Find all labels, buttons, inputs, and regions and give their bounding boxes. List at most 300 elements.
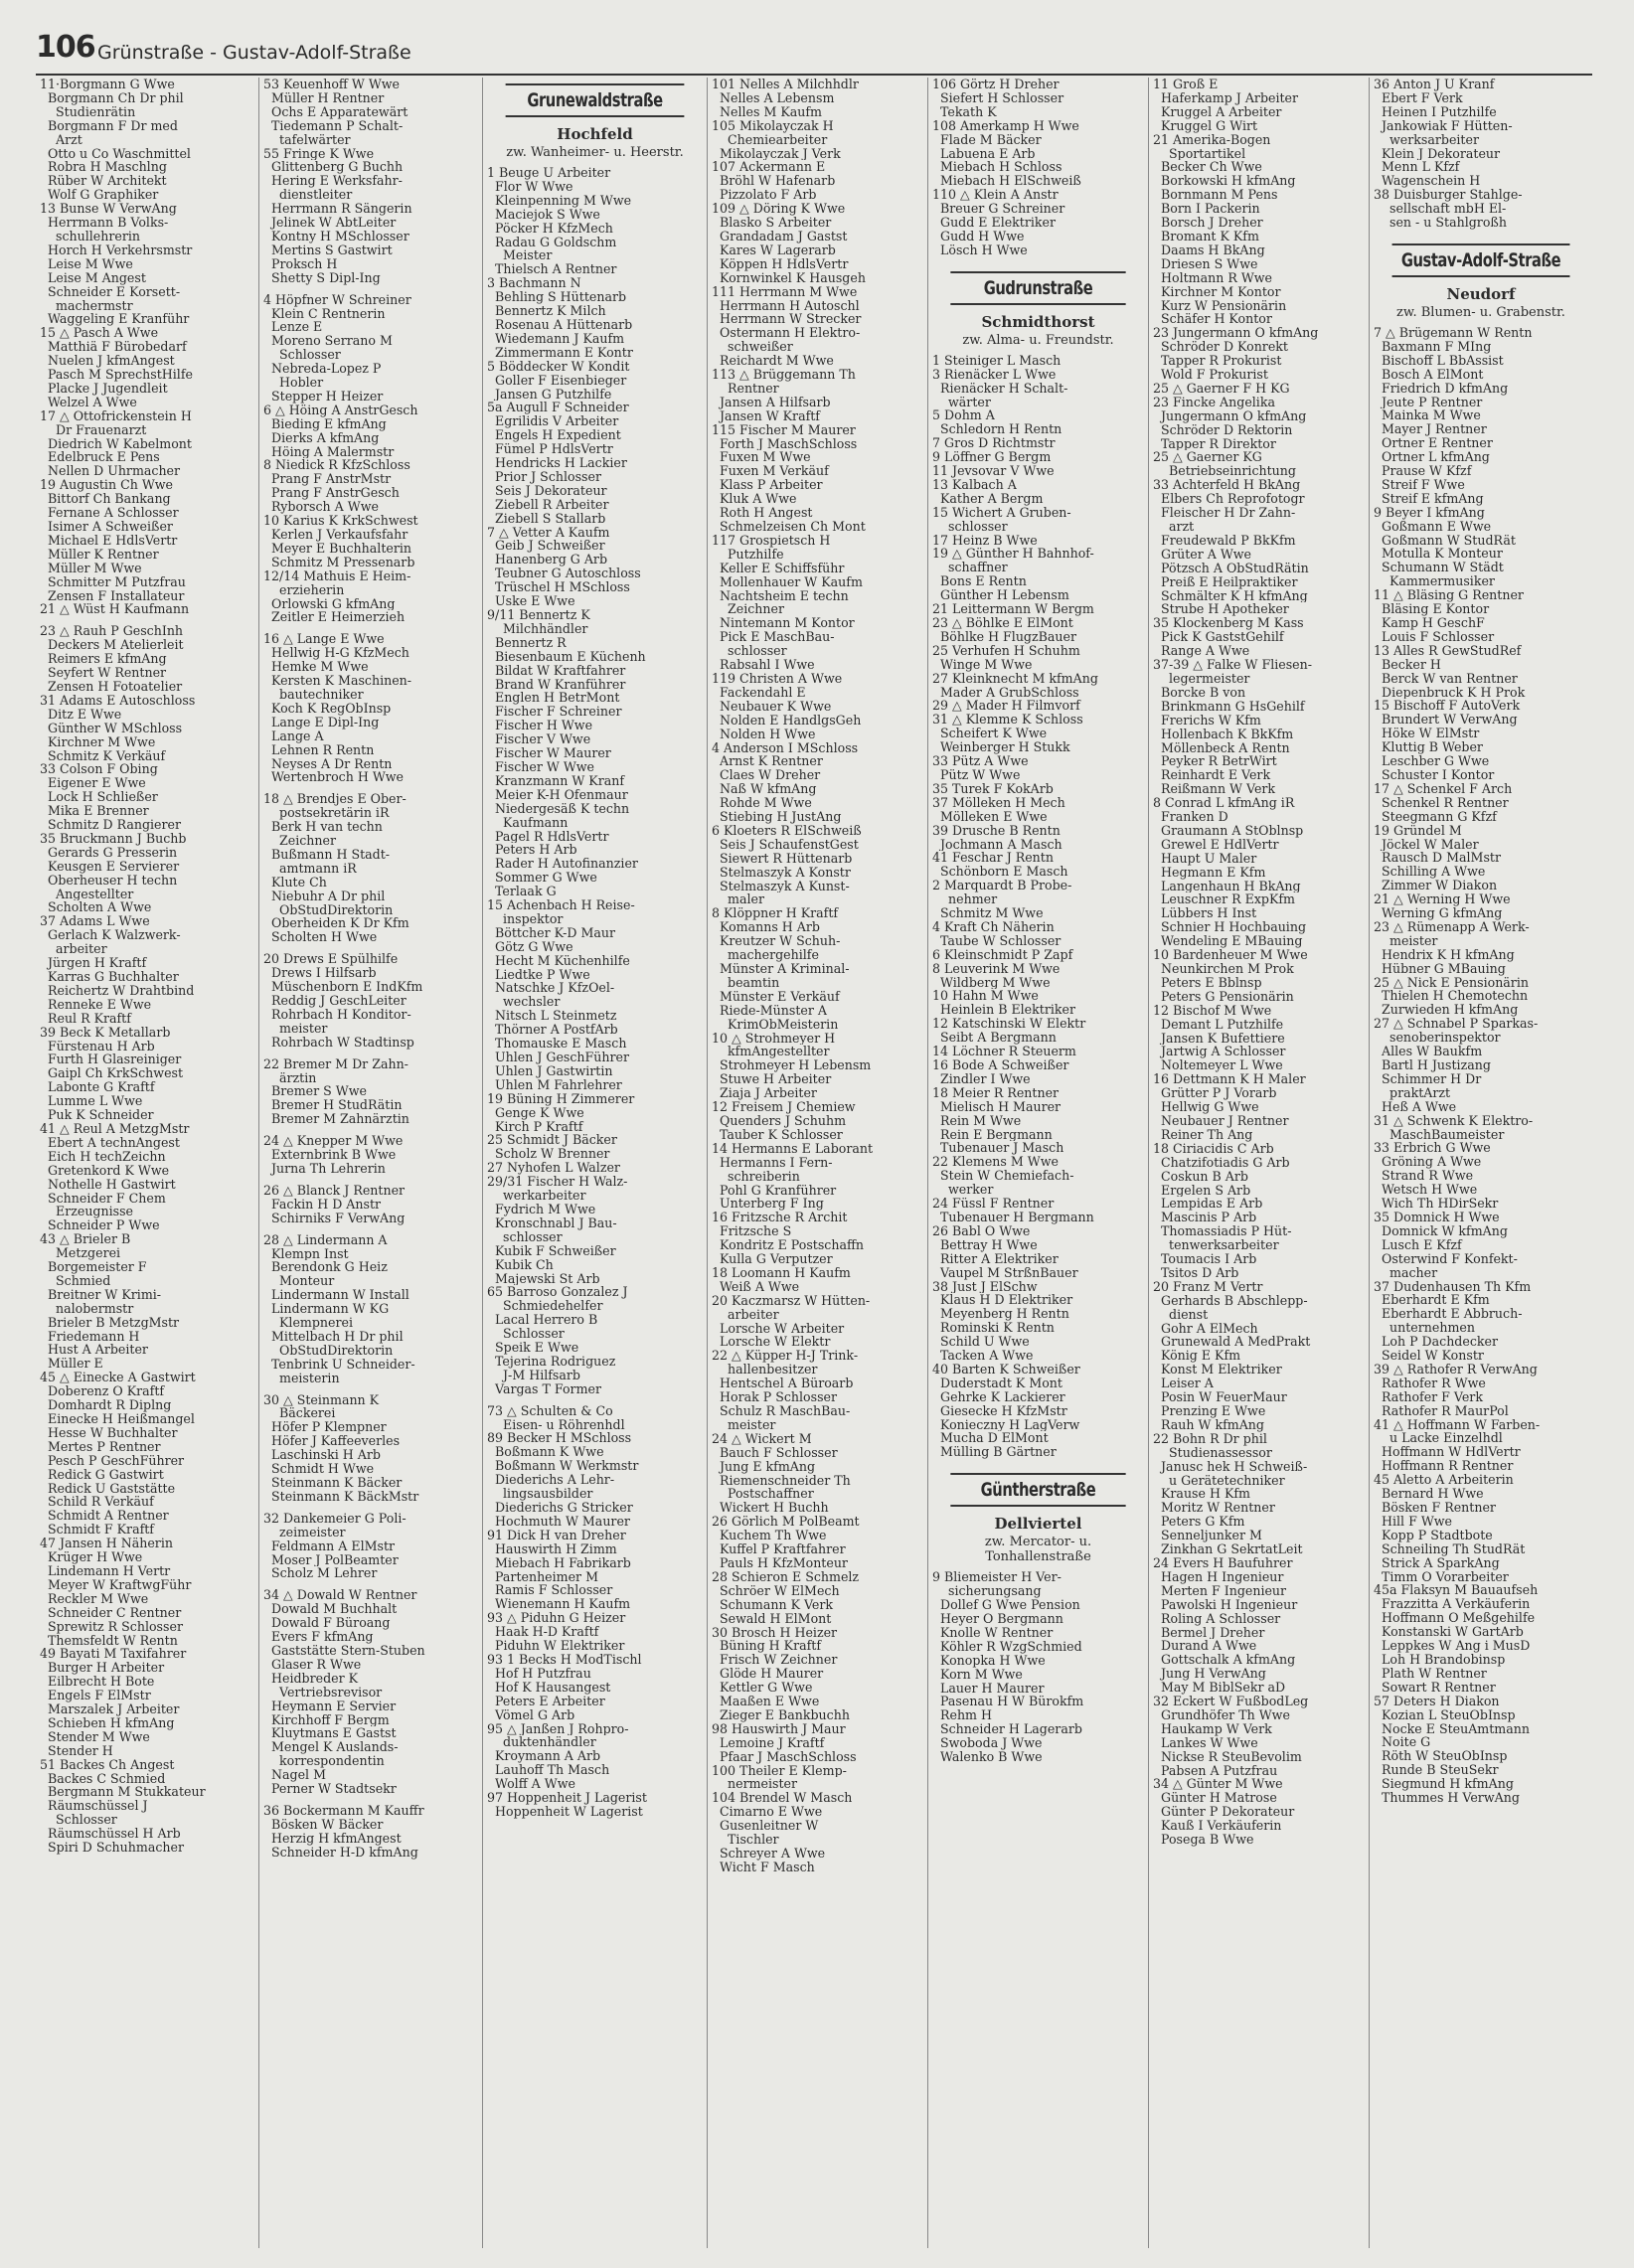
directory-entry: 108 Amerkamp H Wwe — [932, 118, 1079, 133]
directory-entry: Hust A Arbeiter — [40, 1343, 148, 1358]
directory-entry: 97 Hoppenheit J Lagerist — [487, 1791, 647, 1805]
directory-entry: Schreyer A Wwe — [712, 1847, 826, 1861]
directory-entry: Röth W SteuObInsp — [1374, 1749, 1508, 1764]
directory-entry: schweißer — [712, 340, 793, 355]
directory-entry: Schmitz K Verkäuf — [40, 748, 166, 763]
directory-entry: 18 Ciriacidis C Arb — [1153, 1141, 1274, 1156]
directory-entry: Pfaar J MaschSchloss — [712, 1749, 857, 1764]
directory-entry: 6 △ Höing A AnstrGesch — [263, 403, 418, 417]
directory-entry: 29 △ Mader H Filmvorf — [932, 699, 1080, 714]
directory-entry: Gaststätte Stern-Stuben — [263, 1643, 425, 1658]
directory-entry: Wolff A Wwe — [487, 1777, 575, 1792]
directory-entry: 33 Erbrich G Wwe — [1374, 1141, 1491, 1156]
directory-entry: Jöckel W Maler — [1374, 837, 1479, 852]
directory-entry: Friedrich D kfmAng — [1374, 381, 1509, 396]
directory-entry: 18 Loomann H Kaufm — [712, 1265, 851, 1280]
directory-entry: Hanenberg G Arb — [487, 553, 608, 567]
directory-entry: 28 Schieron E Schmelz — [712, 1569, 860, 1584]
directory-page — [36, 28, 1592, 2248]
directory-entry: Pasenau H W Bürokfm — [932, 1695, 1084, 1709]
directory-entry: Reichardt M Wwe — [712, 354, 834, 369]
directory-entry: Borgmann Ch Dr phil — [40, 90, 184, 105]
directory-entry: Wiedemann J Kaufm — [487, 331, 625, 346]
directory-entry: schreiberin — [712, 1169, 800, 1184]
directory-entry: 8 Leuverink M Wwe — [932, 961, 1061, 976]
directory-entry: Jansen G Putzhilfe — [487, 387, 612, 402]
directory-entry: Hübner G MBauing — [1374, 961, 1506, 976]
directory-entry: Schilling A Wwe — [1374, 865, 1486, 880]
directory-entry: Rienäcker H Schalt- — [932, 381, 1068, 396]
directory-entry: Schimmer H Dr — [1374, 1071, 1482, 1086]
directory-entry: Feldmann A ElMstr — [263, 1539, 396, 1553]
directory-entry: Redick U Gaststätte — [40, 1481, 176, 1496]
directory-entry: Gerlach K Walzwerk- — [40, 928, 181, 943]
directory-entry: 115 Fischer M Maurer — [712, 422, 856, 437]
directory-entry: Vömel G Arb — [487, 1707, 575, 1722]
directory-entry: Seis J Dekorateur — [487, 483, 607, 498]
directory-entry: sicherungsang — [932, 1584, 1042, 1599]
entry-gap — [1374, 230, 1588, 238]
directory-entry: Waggeling E Kranführ — [40, 312, 190, 327]
directory-entry: Miebach H Schloss — [932, 160, 1062, 175]
directory-entry: Höke W ElMstr — [1374, 727, 1480, 741]
directory-column — [1149, 78, 1370, 2248]
directory-entry: Bösken W Bäcker — [263, 1817, 384, 1832]
directory-entry: 37 Adams L Wwe — [40, 914, 150, 929]
directory-entry: Lock H Schließer — [40, 790, 158, 805]
entry-gap — [932, 257, 1144, 265]
directory-entry: Eisen- u Röhrenhdl — [487, 1417, 625, 1432]
directory-entry: 15 Bischoff F AutoVerk — [1374, 699, 1521, 714]
directory-entry: Schmidt F Kraftf — [40, 1523, 154, 1538]
directory-entry: 18 Meier R Rentner — [932, 1085, 1060, 1100]
directory-entry: Hoffmann R Rentner — [1374, 1459, 1514, 1474]
directory-entry: 16 Bode A Schweißer — [932, 1058, 1069, 1072]
directory-entry: Riemenschneider Th — [712, 1473, 851, 1488]
directory-entry: Freudewald P BkKfm — [1153, 533, 1296, 548]
directory-entry: Schmidt H Wwe — [263, 1462, 375, 1476]
entry-gap — [263, 1796, 478, 1804]
directory-entry: Jelinek W AbtLeiter — [263, 216, 397, 230]
directory-entry: Bremer S Wwe — [263, 1084, 367, 1099]
entry-gap — [263, 624, 478, 632]
directory-entry: Ziebell S Stallarb — [487, 511, 606, 526]
directory-entry: Bernard H Wwe — [1374, 1487, 1484, 1501]
directory-entry: 106 Görtz H Dreher — [932, 78, 1060, 91]
directory-entry: Jansen A Hilfsarb — [712, 395, 831, 409]
directory-entry: Nellen D Uhrmacher — [40, 464, 181, 479]
page-number: 106 — [36, 30, 95, 65]
directory-entry: Müller M Wwe — [40, 561, 142, 575]
directory-entry: Dowald M Buchhalt — [263, 1602, 398, 1617]
directory-entry: Gudd E Elektriker — [932, 216, 1057, 230]
directory-entry: 24 Füssl F Rentner — [932, 1197, 1055, 1211]
entry-gap — [263, 784, 478, 792]
entry-gap — [932, 1459, 1144, 1467]
directory-entry: Driesen S Wwe — [1153, 256, 1258, 271]
directory-entry: Borcke B von — [1153, 685, 1246, 700]
entry-gap — [263, 1050, 478, 1057]
directory-entry: Miebach H ElSchweiß — [932, 174, 1081, 189]
directory-entry: Schneider C Rentner — [40, 1605, 182, 1620]
directory-entry: Motulla K Monteur — [1374, 547, 1503, 562]
directory-entry: Schmitz M Wwe — [932, 906, 1044, 920]
directory-entry: Shetty S Dipl-Ing — [263, 270, 381, 285]
directory-entry: 30 Brosch H Heizer — [712, 1625, 838, 1640]
directory-entry: Schneider F Chem — [40, 1191, 166, 1206]
directory-entry: wärter — [932, 395, 991, 409]
directory-entry: 29/31 Fischer H Walz- — [487, 1175, 628, 1190]
directory-entry: 3 Bachmann N — [487, 276, 581, 291]
directory-entry: Angestellter — [40, 887, 134, 901]
directory-entry: Lösch H Wwe — [932, 243, 1028, 257]
directory-entry: Seyfert W Rentner — [40, 666, 167, 680]
directory-entry: Oberheuser H techn — [40, 873, 178, 888]
directory-entry: Fuxen M Wwe — [712, 450, 811, 465]
street-name: Güntherstraße — [950, 1473, 1125, 1507]
directory-columns — [36, 78, 1592, 2248]
directory-entry: Kammermusiker — [1374, 574, 1495, 589]
directory-entry: Rein E Bergmann — [932, 1127, 1053, 1142]
directory-entry: sen - u Stahlgroßh — [1374, 216, 1507, 230]
directory-entry: Schmied — [40, 1273, 111, 1288]
directory-entry: Schmidt A Rentner — [40, 1509, 169, 1524]
directory-entry: 45 △ Einecke A Gastwirt — [40, 1371, 196, 1385]
directory-entry: 49 Bayati M Taxifahrer — [40, 1647, 187, 1662]
entry-gap — [263, 1176, 478, 1184]
directory-entry: Uhlen J GeschFührer — [487, 1051, 629, 1064]
directory-entry: Labuena E Arb — [932, 146, 1036, 161]
directory-entry: Demant L Putzhilfe — [1153, 1017, 1284, 1032]
directory-entry: Swoboda J Wwe — [932, 1736, 1043, 1751]
directory-entry: 55 Fringe K Wwe — [263, 146, 375, 161]
directory-entry: Marszalek J Arbeiter — [40, 1702, 180, 1716]
directory-entry: 24 △ Wickert M — [712, 1431, 812, 1446]
directory-entry: Stuwe H Arbeiter — [712, 1072, 832, 1087]
directory-entry: Zurwieden H kfmAng — [1374, 1003, 1519, 1018]
street-district: Hochfeld — [557, 125, 633, 143]
directory-entry: Stender M Wwe — [40, 1729, 150, 1744]
directory-entry: Pötzsch A ObStudRätin — [1153, 561, 1309, 575]
directory-entry: May M BiblSekr aD — [1153, 1681, 1286, 1696]
directory-entry: Strick A SparkAng — [1374, 1555, 1500, 1570]
directory-entry: Piduhn W Elektriker — [487, 1639, 625, 1653]
directory-entry: Metzgerei — [40, 1246, 121, 1261]
directory-entry: Rein M Wwe — [932, 1113, 1022, 1128]
directory-entry: Heyer O Bergmann — [932, 1612, 1063, 1626]
directory-entry: Fleischer H Dr Zahn- — [1153, 506, 1296, 520]
directory-entry: 9 Bliemeister H Ver- — [932, 1570, 1062, 1585]
directory-entry: Neubauer K Wwe — [712, 699, 832, 714]
entry-gap — [263, 1385, 478, 1393]
directory-entry: Durand A Wwe — [1153, 1639, 1257, 1654]
directory-entry: hallenbesitzer — [712, 1363, 818, 1377]
directory-entry: Roling A Schlosser — [1153, 1611, 1281, 1626]
directory-entry: Dr Frauenarzt — [40, 422, 147, 437]
directory-entry: Bauch F Schlosser — [712, 1445, 838, 1460]
directory-entry: Menn L Kfzf — [1374, 160, 1460, 175]
directory-entry: König E Kfm — [1153, 1349, 1241, 1364]
directory-entry: Vargas T Former — [487, 1381, 601, 1396]
directory-entry: Pick K GaststGehilf — [1153, 630, 1284, 645]
directory-entry: 33 Achterfeld H BkAng — [1153, 478, 1301, 493]
directory-entry: 73 △ Schulten & Co — [487, 1403, 613, 1418]
directory-entry: Terlaak G — [487, 885, 557, 899]
directory-entry: Riede-Münster A — [712, 1003, 827, 1018]
directory-entry: Diedrich W Kabelmont — [40, 436, 192, 451]
directory-entry: Reul R Kraftf — [40, 1011, 131, 1026]
entry-gap — [263, 1504, 478, 1512]
directory-entry: Kirch P Kraftf — [487, 1119, 583, 1134]
directory-entry: Posin W FeuerMaur — [1153, 1390, 1287, 1404]
directory-entry: 39 Beck K Metallarb — [40, 1025, 171, 1040]
directory-entry: 12 Freisem J Chemiew — [712, 1100, 856, 1114]
directory-entry: Nolden E HandlgsGeh — [712, 713, 862, 728]
directory-entry: 41 Feschar J Rentn — [932, 851, 1054, 866]
directory-entry: Kubik F Schweißer — [487, 1243, 616, 1258]
directory-entry: Schenkel R Rentner — [1374, 795, 1509, 810]
directory-entry: Fuxen M Verkäuf — [712, 464, 829, 479]
directory-entry: 43 △ Brieler B — [40, 1232, 131, 1247]
directory-entry: Herrmann B Volks- — [40, 216, 169, 230]
directory-entry: Schäfer H Kontor — [1153, 312, 1272, 327]
directory-entry: Kontny H MSchlosser — [263, 229, 409, 243]
directory-entry: Michael E HdlsVertr — [40, 533, 178, 548]
directory-entry: Bons E Rentn — [932, 574, 1027, 589]
directory-entry: 16 △ Lange E Wwe — [263, 632, 385, 647]
directory-entry: Hesse W Buchhalter — [40, 1425, 178, 1440]
directory-entry: Jansen W Kraftf — [712, 408, 820, 423]
directory-entry: Rüber W Architekt — [40, 174, 167, 189]
directory-entry: 33 Pütz A Wwe — [932, 754, 1029, 768]
directory-entry: Timm O Vorarbeiter — [1374, 1569, 1509, 1584]
directory-entry: Plath W Rentner — [1374, 1666, 1487, 1681]
directory-entry: Lemoine J Kraftf — [712, 1735, 825, 1750]
directory-entry: 98 Hauswirth J Maur — [712, 1721, 846, 1736]
directory-entry: Becker H — [1374, 657, 1441, 672]
directory-entry: 21 △ Werning H Wwe — [1374, 892, 1511, 907]
directory-entry: Kornwinkel K Hausgeh — [712, 270, 866, 285]
street-location: zw. Alma- u. Freundstr. — [962, 332, 1114, 348]
directory-entry: Thummes H VerwAng — [1374, 1791, 1520, 1805]
directory-entry: Höing A Malermstr — [263, 444, 395, 459]
directory-entry: 4 Höpfner W Schreiner — [263, 292, 411, 307]
directory-entry: Fernane A Schlosser — [40, 506, 179, 520]
directory-entry: Evers F kfmAng — [263, 1630, 374, 1644]
directory-entry: Schneider E Korsett- — [40, 284, 181, 299]
directory-entry: Baxmann F MIng — [1374, 339, 1492, 354]
directory-entry: dienstleiter — [263, 188, 353, 203]
directory-entry: Kulla G Verputzer — [712, 1252, 833, 1266]
directory-entry: Horch H Verkehrsmstr — [40, 243, 193, 257]
directory-entry: 12 Bischof M Wwe — [1153, 1003, 1272, 1018]
directory-entry: Elbers Ch Reprofotogr — [1153, 492, 1305, 507]
directory-entry: Steinmann K BäckMstr — [263, 1489, 419, 1504]
directory-entry: ObStudDirektorin — [263, 902, 394, 917]
directory-entry: Boßmann W Werkmstr — [487, 1459, 639, 1474]
directory-entry: 53 Keuenhoff W Wwe — [263, 78, 400, 91]
directory-entry: Bildat W Kraftfahrer — [487, 663, 626, 678]
directory-entry: 25 △ Gaerner KG — [1153, 450, 1262, 465]
directory-entry: Bermel J Dreher — [1153, 1625, 1265, 1640]
directory-entry: 11·Borgmann G Wwe — [40, 78, 175, 91]
directory-entry: 25 △ Nick E Pensionärin — [1374, 975, 1529, 990]
directory-entry: beamtin — [712, 975, 780, 990]
directory-entry: Ortner E Rentner — [1374, 436, 1493, 451]
directory-entry: Hagen H Ingenieur — [1153, 1569, 1284, 1584]
directory-entry: Hof K Hausangest — [487, 1680, 611, 1695]
directory-entry: Gohr A ElMech — [1153, 1321, 1258, 1336]
directory-entry: Lankes W Wwe — [1153, 1735, 1258, 1750]
directory-entry: Heinen I Putzhilfe — [1374, 104, 1497, 119]
directory-entry: Steegmann G Kfzf — [1374, 809, 1497, 824]
directory-entry: 35 Bruckmann J Buchb — [40, 831, 187, 846]
directory-entry: Franken D — [1153, 810, 1228, 824]
directory-entry: Bettray H Wwe — [932, 1237, 1038, 1252]
directory-entry: Cimarno E Wwe — [712, 1805, 823, 1820]
directory-entry: 7 Gros D Richtmstr — [932, 436, 1056, 451]
directory-entry: Münster A Kriminal- — [712, 962, 850, 976]
directory-entry: Kurz W Pensionärin — [1153, 298, 1287, 313]
directory-entry: Nachtsheim E techn — [712, 588, 849, 603]
directory-entry: 17 Heinz B Wwe — [932, 533, 1038, 548]
directory-entry: Borgemeister F — [40, 1260, 147, 1274]
directory-entry: wechsler — [487, 995, 561, 1010]
directory-entry: Domhardt R Diplng — [40, 1398, 172, 1412]
directory-entry: Thomassiadis P Hüt- — [1153, 1224, 1292, 1239]
directory-entry: Bösken F Rentner — [1374, 1501, 1496, 1515]
directory-entry: Schneider H Lagerarb — [932, 1722, 1082, 1737]
directory-entry: Chatzifotiadis G Arb — [1153, 1155, 1290, 1170]
directory-entry: Wagenschein H — [1374, 174, 1481, 189]
directory-entry: Kranzmann W Kranf — [487, 773, 625, 788]
directory-entry: Grütter P J Vorarb — [1153, 1086, 1277, 1101]
directory-entry: Lange E Dipl-Ing — [263, 715, 380, 729]
directory-entry: Rohrbach H Konditor- — [263, 1007, 411, 1022]
directory-entry: Ergelen S Arb — [1153, 1183, 1251, 1198]
directory-entry: Chemiearbeiter — [712, 132, 828, 147]
directory-entry: 19 Büning H Zimmerer — [487, 1091, 635, 1106]
directory-entry: Kares W Lagerarb — [712, 243, 836, 257]
directory-entry: Furth H Glasreiniger — [40, 1053, 182, 1067]
directory-entry: Höfer J Kaffeeverles — [263, 1434, 401, 1449]
directory-entry: Herrmann R Sängerin — [263, 202, 412, 217]
directory-entry: Leise M Angest — [40, 270, 146, 285]
directory-entry: 22 Bremer M Dr Zahn- — [263, 1056, 408, 1071]
directory-entry: machergehilfe — [712, 948, 819, 962]
street-heading — [936, 1473, 1140, 1564]
directory-entry: Dollef G Wwe Pension — [932, 1598, 1080, 1612]
directory-entry: Nitsch L Steinmetz — [487, 1009, 617, 1024]
directory-entry: Louis F Schlosser — [1374, 629, 1495, 644]
directory-entry: Hellwig H-G KfzMech — [263, 646, 409, 661]
directory-entry: Heidbreder K — [263, 1671, 359, 1686]
directory-entry: schullehrerin — [40, 229, 141, 243]
directory-entry: Frerichs W Kfm — [1153, 713, 1261, 728]
directory-entry: Maaßen E Wwe — [712, 1695, 820, 1708]
directory-entry: 3 Rienäcker L Wwe — [932, 367, 1057, 382]
directory-entry: Hauswirth H Zimm — [487, 1541, 617, 1556]
street-name: Gustav-Adolf-Straße — [1392, 243, 1570, 277]
directory-entry: Schnier H Hochbauing — [1153, 920, 1307, 935]
directory-entry: Zimmer W Diakon — [1374, 879, 1498, 893]
directory-entry: Pauls H KfzMonteur — [712, 1555, 848, 1570]
directory-entry: 89 Becker H MSchloss — [487, 1431, 632, 1446]
directory-column — [928, 78, 1149, 2248]
directory-entry: Hendricks H Lackier — [487, 456, 627, 470]
directory-entry: 22 Klemens M Wwe — [932, 1155, 1059, 1170]
directory-entry: Fydrich M Wwe — [487, 1202, 596, 1216]
directory-entry: Stein W Chemiefach- — [932, 1169, 1074, 1184]
directory-entry: Österwind F Konfekt- — [1374, 1251, 1518, 1266]
directory-entry: Günter H Matrose — [1153, 1791, 1277, 1806]
directory-entry: Scholz W Brenner — [487, 1147, 610, 1162]
directory-entry: Bennertz K Milch — [487, 304, 606, 318]
directory-entry: Robra H Maschlng — [40, 160, 167, 175]
directory-entry: Fürstenau H Arb — [40, 1039, 155, 1053]
directory-entry: Thielsch A Rentner — [487, 262, 617, 277]
directory-entry: Egrilidis V Arbeiter — [487, 414, 619, 429]
directory-entry: Pick E MaschBau- — [712, 630, 835, 645]
directory-entry: Nocke E SteuAmtmann — [1374, 1721, 1530, 1736]
directory-entry: Stender H — [40, 1743, 113, 1758]
directory-entry: Kather A Bergm — [932, 491, 1044, 506]
directory-entry: Hill F Wwe — [1374, 1514, 1452, 1529]
directory-entry: Schönborn E Masch — [932, 865, 1068, 880]
directory-entry: arbeiter — [712, 1307, 779, 1322]
directory-entry: Bornmann M Pens — [1153, 188, 1278, 203]
directory-entry: Grandadam J Gastst — [712, 229, 848, 243]
directory-entry: J-M Hilfsarb — [487, 1368, 580, 1382]
directory-entry: Studienrätin — [40, 104, 136, 119]
directory-entry: 37 Dudenhausen Th Kfm — [1374, 1279, 1532, 1294]
directory-entry: Zeichner — [712, 602, 784, 617]
directory-entry: Nebreda-Lopez P — [263, 362, 382, 377]
directory-entry: Hemke M Wwe — [263, 660, 369, 675]
directory-entry: Schild U Wwe — [932, 1335, 1030, 1350]
directory-entry: Claes W Dreher — [712, 768, 821, 783]
directory-entry: Tejerina Rodriguez — [487, 1354, 616, 1369]
directory-entry: Rathofer R Wwe — [1374, 1376, 1486, 1390]
directory-entry: 33 Colson F Obing — [40, 762, 158, 777]
street-district: Dellviertel — [994, 1515, 1082, 1534]
directory-entry: Grüter A Wwe — [1153, 547, 1252, 562]
street-location: zw. Mercator- u. Tonhallenstraße — [984, 1535, 1092, 1565]
directory-entry: 17 △ Ottofrickenstein H — [40, 408, 192, 423]
directory-entry: meister — [712, 1417, 776, 1432]
directory-entry: Range A Wwe — [1153, 644, 1250, 659]
directory-entry: Lacal Herrero B — [487, 1313, 598, 1328]
directory-entry: 34 △ Günter M Wwe — [1153, 1777, 1283, 1792]
directory-entry: Eigener E Wwe — [40, 776, 146, 791]
directory-entry: Räumschüssel H Arb — [40, 1827, 181, 1842]
directory-entry: Wold F Prokurist — [1153, 368, 1268, 382]
directory-entry: Mucha D ElMont — [932, 1431, 1049, 1446]
directory-column — [1370, 78, 1592, 2248]
directory-entry: Glöde H Maurer — [712, 1667, 824, 1682]
directory-entry: Mittelbach H Dr phil — [263, 1329, 404, 1344]
directory-entry: Neyses A Dr Rentn — [263, 756, 393, 771]
directory-entry: Nuelen J kfmAngest — [40, 354, 175, 369]
directory-entry: 30 △ Steinmann K — [263, 1392, 380, 1407]
directory-entry: tafelwärter — [263, 132, 351, 147]
directory-entry: Reichertz W Drahtbind — [40, 983, 195, 998]
directory-entry: Ziebell R Arbeiter — [487, 497, 609, 512]
directory-entry: Deckers M Atelierleit — [40, 638, 184, 653]
entry-gap — [487, 1396, 703, 1404]
directory-entry: Lange A — [263, 729, 324, 743]
directory-entry: 23 Fincke Angelika — [1153, 395, 1275, 409]
